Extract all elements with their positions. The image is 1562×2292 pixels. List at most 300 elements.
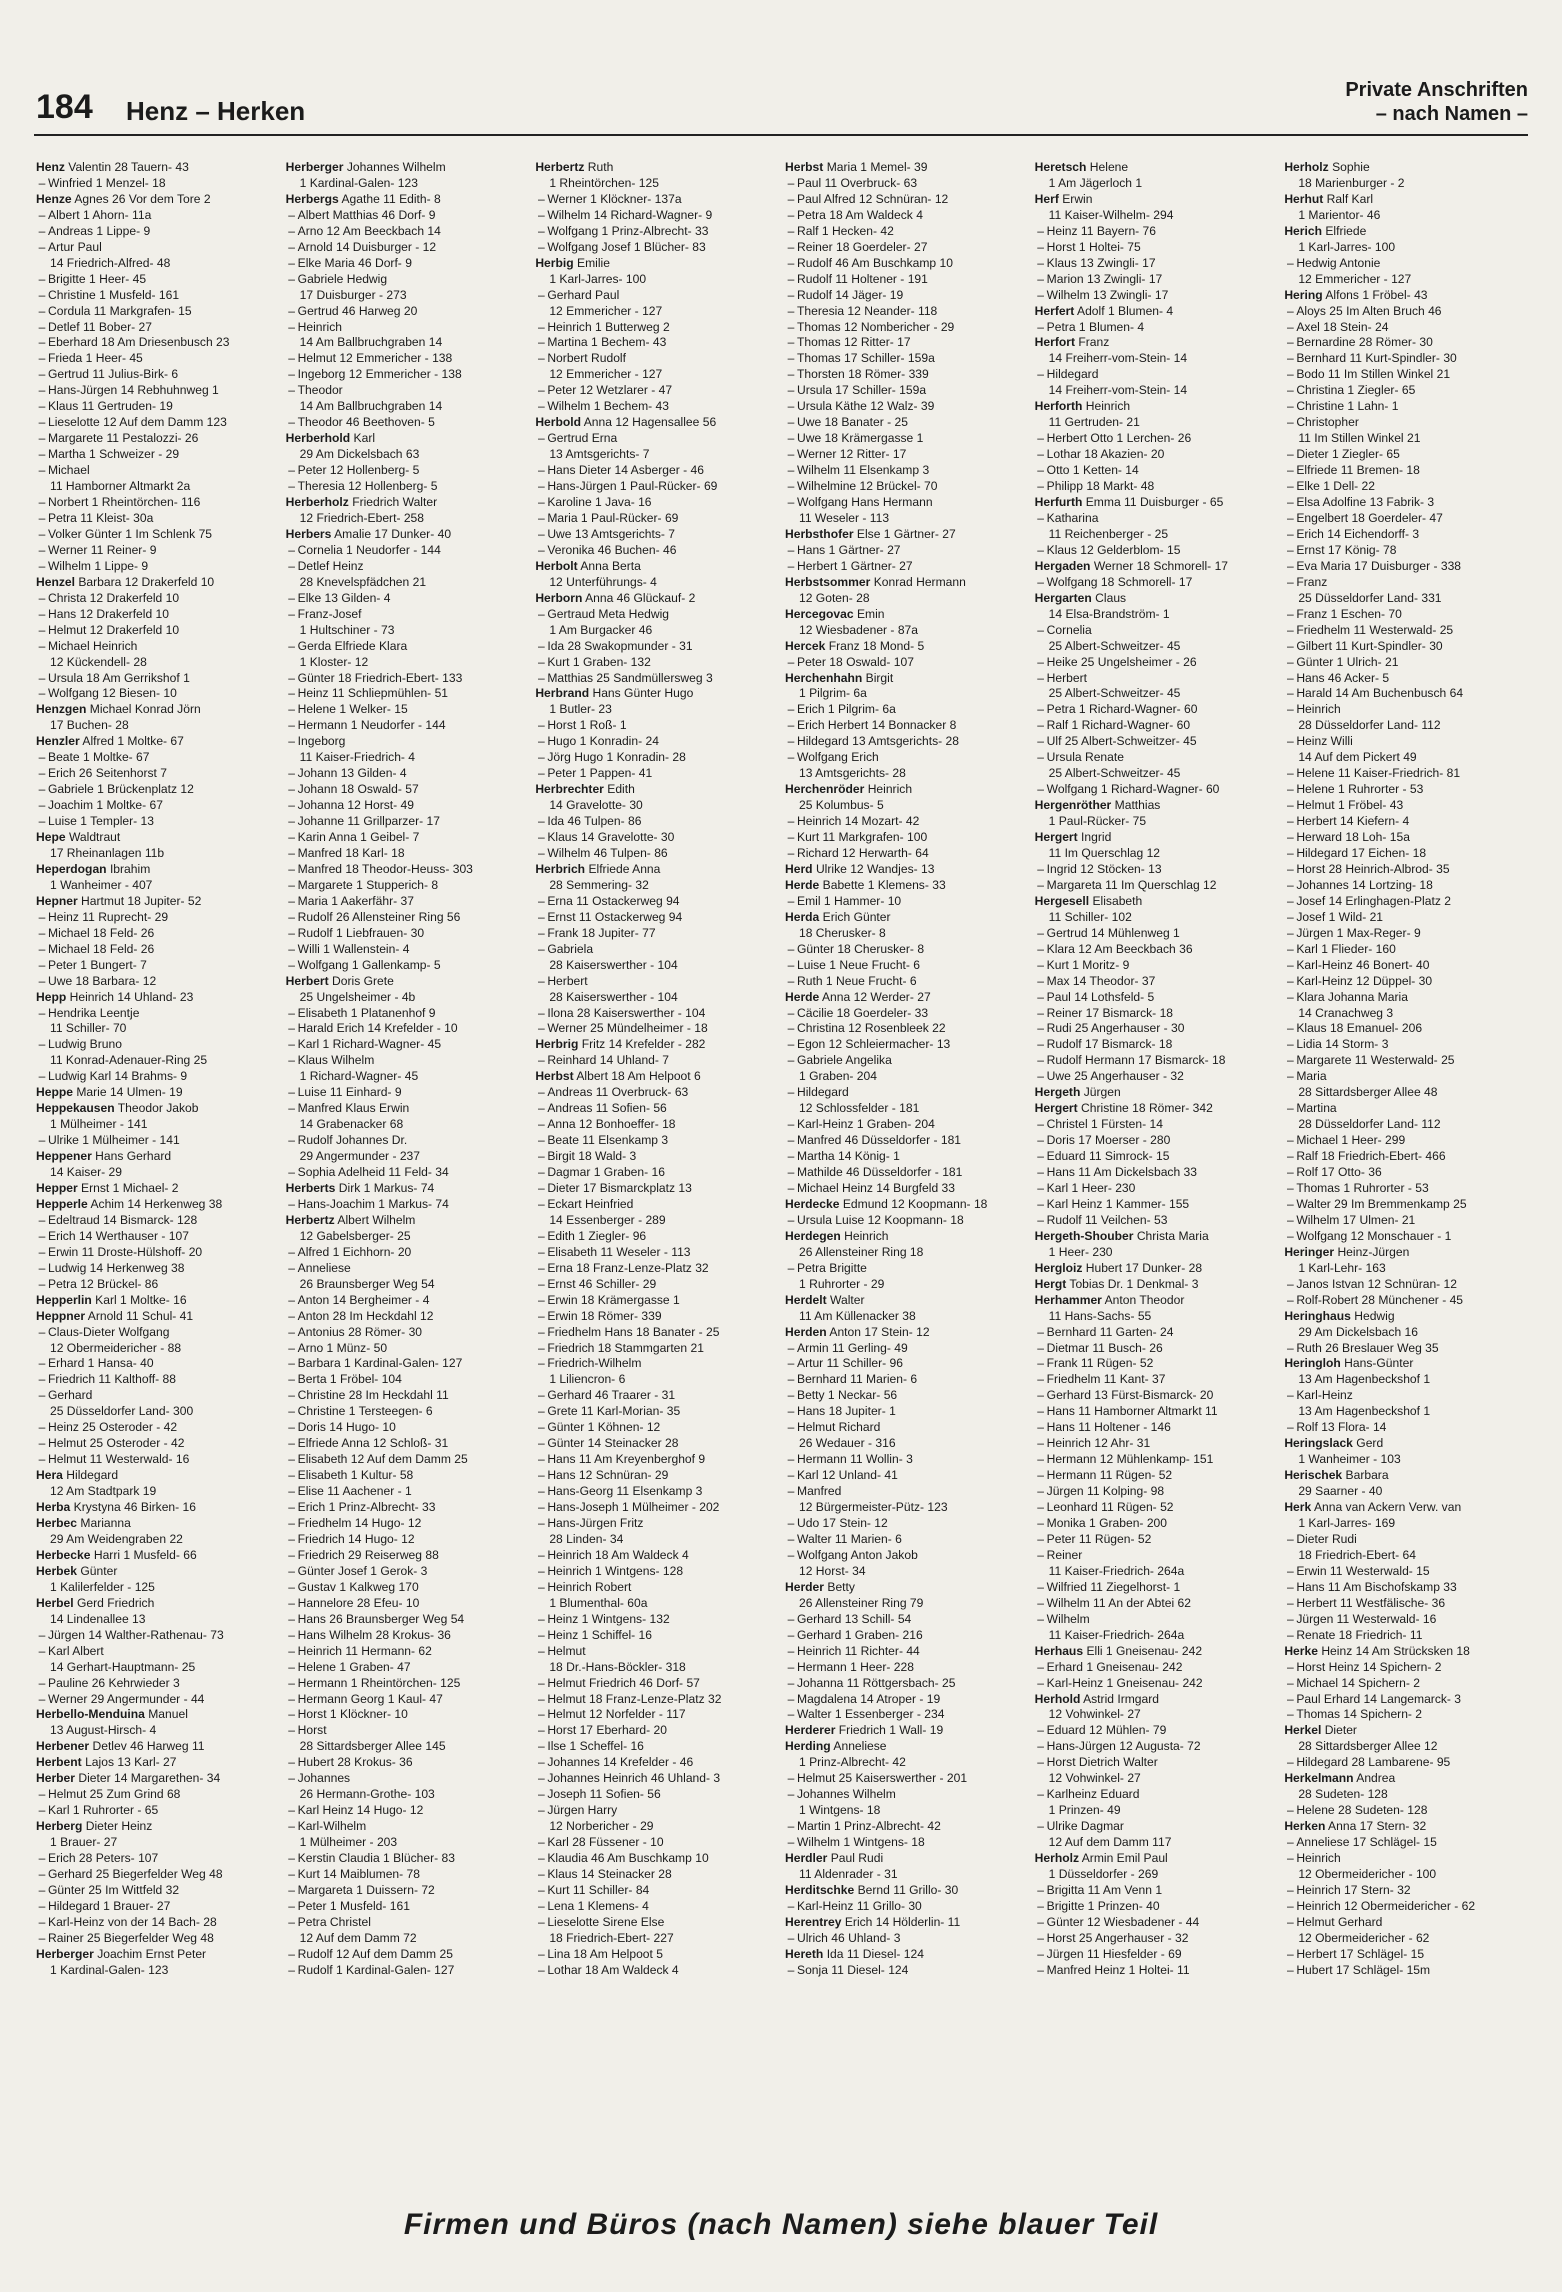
directory-entry xyxy=(286,447,532,463)
entry-text: Ulrich 46 Uhland- 3 xyxy=(797,1930,901,1945)
repeat-dash: – xyxy=(787,175,795,190)
entry-text: Theresia 12 Hollenberg- 5 xyxy=(297,479,438,494)
repeat-dash: – xyxy=(537,670,545,685)
directory-entry xyxy=(286,1947,532,1963)
repeat-dash: – xyxy=(1037,1388,1045,1403)
entry-text: Ralf Karl xyxy=(1326,191,1374,206)
directory-entry xyxy=(36,1915,282,1931)
repeat-dash: – xyxy=(288,463,296,478)
repeat-dash: – xyxy=(288,1627,296,1642)
entry-text: Theodor xyxy=(297,383,343,398)
repeat-dash: – xyxy=(1286,670,1294,685)
entry-text: 12 Emmericher - 127 xyxy=(1298,271,1412,286)
entry-text: Karl Heinz 14 Hugo- 12 xyxy=(297,1803,424,1818)
repeat-dash: – xyxy=(787,1835,795,1850)
directory-entry xyxy=(1035,1692,1281,1708)
directory-entry xyxy=(36,862,282,878)
entry-text: 11 Im Querschlag 12 xyxy=(1048,845,1161,860)
repeat-dash: – xyxy=(1286,909,1294,924)
entry-text: Walter 1 Essenberger - 234 xyxy=(797,1707,945,1722)
directory-entry xyxy=(785,383,1031,399)
directory-entry xyxy=(36,1692,282,1708)
directory-entry xyxy=(286,1548,532,1564)
repeat-dash: – xyxy=(787,1212,795,1227)
directory-entry xyxy=(1035,782,1281,798)
repeat-dash: – xyxy=(537,1340,545,1355)
directory-entry xyxy=(535,527,781,543)
surname: Herholz xyxy=(1034,1851,1080,1866)
repeat-dash: – xyxy=(537,766,545,781)
repeat-dash: – xyxy=(1286,1212,1294,1227)
entry-text: Friedrich Walter xyxy=(352,495,438,510)
entry-text: Ida 46 Tulpen- 86 xyxy=(547,814,642,829)
directory-entry xyxy=(286,1867,532,1883)
repeat-dash: – xyxy=(288,1595,296,1610)
entry-text: Wilhelm 11 Elsenkamp 3 xyxy=(797,463,930,478)
surname: Hergert xyxy=(1034,830,1078,845)
directory-entry xyxy=(36,686,282,702)
entry-text: Johannes Heinrich 46 Uhland- 3 xyxy=(547,1771,721,1786)
entry-text: Arnold 11 Schul- 41 xyxy=(87,1308,194,1323)
directory-entry xyxy=(286,1755,532,1771)
entry-text: Marianna xyxy=(80,1516,131,1531)
repeat-dash: – xyxy=(288,1882,296,1897)
directory-entry xyxy=(36,607,282,623)
repeat-dash: – xyxy=(787,1053,795,1068)
directory-entry xyxy=(1035,990,1281,1006)
entry-text: 25 Albert-Schweitzer- 45 xyxy=(1048,766,1181,781)
directory-entry xyxy=(1035,415,1281,431)
directory-entry xyxy=(535,1835,781,1851)
repeat-dash: – xyxy=(787,1787,795,1802)
entry-text: Heinrich 14 Uhland- 23 xyxy=(69,989,194,1004)
directory-entry xyxy=(1284,415,1530,431)
repeat-dash: – xyxy=(537,750,545,765)
directory-entry xyxy=(535,639,781,655)
directory-entry xyxy=(1035,1277,1281,1293)
directory-entry xyxy=(286,511,532,527)
entry-text: Günter 25 Im Wittfeld 32 xyxy=(48,1882,180,1897)
repeat-dash: – xyxy=(1037,1484,1045,1499)
entry-text: Erich 14 Hölderlin- 11 xyxy=(844,1914,961,1929)
repeat-dash: – xyxy=(1286,798,1294,813)
repeat-dash: – xyxy=(38,303,46,318)
directory-entry xyxy=(785,1149,1031,1165)
repeat-dash: – xyxy=(1037,1962,1045,1977)
entry-text: Margareta 11 Im Querschlag 12 xyxy=(1046,877,1217,892)
entry-text: Theodor 46 Beethoven- 5 xyxy=(297,415,435,430)
entry-text: 14 Cranachweg 3 xyxy=(1298,1005,1394,1020)
directory-entry xyxy=(1035,846,1281,862)
entry-text: Anton 17 Stein- 12 xyxy=(829,1324,930,1339)
repeat-dash: – xyxy=(38,686,46,701)
surname: Hereth xyxy=(785,1946,824,1961)
directory-entry xyxy=(535,575,781,591)
entry-text: Friedhelm Hans 18 Banater - 25 xyxy=(547,1324,720,1339)
directory-entry xyxy=(785,1819,1031,1835)
repeat-dash: – xyxy=(38,1228,46,1243)
entry-text: 18 Friedrich-Ebert- 64 xyxy=(1298,1547,1416,1562)
directory-entry xyxy=(286,1771,532,1787)
entry-text: Beate 1 Moltke- 67 xyxy=(48,750,150,765)
directory-entry xyxy=(785,1707,1031,1723)
entry-text: Helene 28 Sudeten- 128 xyxy=(1296,1803,1428,1818)
repeat-dash: – xyxy=(1286,1420,1294,1435)
entry-text: 11 Schiller- 70 xyxy=(50,1021,127,1036)
directory-entry xyxy=(1284,1101,1530,1117)
directory-entry xyxy=(286,160,532,176)
directory-entry xyxy=(36,1245,282,1261)
repeat-dash: – xyxy=(288,1819,296,1834)
repeat-dash: – xyxy=(38,925,46,940)
repeat-dash: – xyxy=(787,1659,795,1674)
directory-entry xyxy=(785,575,1031,591)
repeat-dash: – xyxy=(537,1835,545,1850)
repeat-dash: – xyxy=(787,718,795,733)
directory-entry xyxy=(1035,1803,1281,1819)
entry-text: 1 Kloster- 12 xyxy=(299,654,369,669)
repeat-dash: – xyxy=(787,814,795,829)
entry-text: Theresia 12 Neander- 118 xyxy=(797,303,938,318)
directory-entry xyxy=(1284,1947,1530,1963)
entry-text: Hildegard 28 Lambarene- 95 xyxy=(1296,1755,1451,1770)
directory-entry xyxy=(36,160,282,176)
entry-text: Beate 11 Elsenkamp 3 xyxy=(547,1133,669,1148)
directory-entry xyxy=(1035,1213,1281,1229)
entry-text: Doris 17 Moerser - 280 xyxy=(1046,1133,1171,1148)
directory-entry xyxy=(535,1133,781,1149)
entry-text: Helmut 12 Drakerfeld 10 xyxy=(48,622,180,637)
column-6 xyxy=(1284,160,1530,2170)
entry-text: 11 Aldenrader - 31 xyxy=(799,1866,898,1881)
repeat-dash: – xyxy=(787,207,795,222)
directory-entry xyxy=(36,1325,282,1341)
entry-text: Franz xyxy=(1296,574,1328,589)
surname: Hergesell xyxy=(1034,893,1090,908)
repeat-dash: – xyxy=(537,1388,545,1403)
directory-entry xyxy=(785,671,1031,687)
directory-entry xyxy=(535,814,781,830)
entry-text: Dieter Heinz xyxy=(85,1819,153,1834)
entry-text: Gerhard 46 Traarer - 31 xyxy=(547,1388,676,1403)
entry-text: Heinz 11 Ruprecht- 29 xyxy=(48,909,169,924)
entry-text: Ruth 26 Breslauer Weg 35 xyxy=(1296,1340,1439,1355)
entry-text: 14 Freiherr-vom-Stein- 14 xyxy=(1048,383,1188,398)
entry-text: Michael Heinz 14 Burgfeld 33 xyxy=(797,1181,955,1195)
repeat-dash: – xyxy=(1037,1595,1045,1610)
repeat-dash: – xyxy=(537,1962,545,1977)
entry-text: Petra 1 Richard-Wagner- 60 xyxy=(1046,702,1198,717)
repeat-dash: – xyxy=(1286,1627,1294,1642)
directory-entry xyxy=(1284,1133,1530,1149)
entry-text: Christel 1 Fürsten- 14 xyxy=(1046,1117,1163,1132)
directory-entry xyxy=(1284,1261,1530,1277)
entry-text: 12 Horst- 34 xyxy=(799,1563,866,1578)
entry-text: Betty 1 Neckar- 56 xyxy=(797,1388,898,1403)
entry-text: Helene 1 Ruhrorter - 53 xyxy=(1296,782,1424,797)
directory-entry xyxy=(535,894,781,910)
directory-entry xyxy=(1284,1229,1530,1245)
entry-text: Arno 12 Am Beeckbach 14 xyxy=(297,223,441,238)
directory-entry xyxy=(785,1915,1031,1931)
directory-entry xyxy=(286,575,532,591)
entry-text: Rudolf 17 Bismarck- 18 xyxy=(1046,1037,1173,1052)
entry-text: 1 Ruhrorter - 29 xyxy=(799,1276,885,1291)
entry-text: Friedhelm 14 Hugo- 12 xyxy=(297,1516,422,1531)
repeat-dash: – xyxy=(1037,877,1045,892)
entry-text: Joachim Ernst Peter xyxy=(97,1946,207,1961)
entry-text: 29 Angermunder - 237 xyxy=(299,1149,421,1164)
directory-entry xyxy=(286,798,532,814)
entry-text: Gabriele Hedwig xyxy=(297,271,388,286)
repeat-dash: – xyxy=(537,1627,545,1642)
entry-text: 11 Reichenberger - 25 xyxy=(1048,526,1169,541)
repeat-dash: – xyxy=(288,223,296,238)
entry-text: Kurt 14 Maiblumen- 78 xyxy=(297,1866,420,1881)
entry-text: Erna 18 Franz-Lenze-Platz 32 xyxy=(547,1260,709,1275)
entry-text: Manfred 46 Düsseldorfer - 181 xyxy=(797,1133,962,1148)
entry-text: Edith xyxy=(607,782,635,797)
repeat-dash: – xyxy=(288,1308,296,1323)
repeat-dash: – xyxy=(288,798,296,813)
entry-text: Engelbert 18 Goerdeler- 47 xyxy=(1296,510,1443,525)
directory-entry xyxy=(36,1516,282,1532)
repeat-dash: – xyxy=(537,893,545,908)
directory-entry xyxy=(1284,559,1530,575)
surname: Herich xyxy=(1284,223,1322,238)
directory-entry xyxy=(1284,1931,1530,1947)
entry-text: 25 Albert-Schweitzer- 45 xyxy=(1048,638,1181,653)
entry-text: Walter 11 Marien- 6 xyxy=(797,1531,902,1546)
entry-text: Petra 11 Kleist- 30a xyxy=(48,510,154,525)
entry-text: Lina 18 Am Helpoot 5 xyxy=(547,1946,663,1961)
repeat-dash: – xyxy=(537,1181,545,1195)
entry-text: Elisabeth 12 Auf dem Damm 25 xyxy=(297,1452,468,1467)
directory-entry xyxy=(36,1213,282,1229)
directory-entry xyxy=(36,1309,282,1325)
directory-entry xyxy=(535,240,781,256)
repeat-dash: – xyxy=(1037,463,1045,478)
repeat-dash: – xyxy=(1037,1547,1045,1562)
directory-entry xyxy=(1035,367,1281,383)
directory-entry xyxy=(785,1755,1031,1771)
entry-text: Rolf-Robert 28 Münchener - 45 xyxy=(1296,1292,1464,1307)
directory-entry xyxy=(1035,1612,1281,1628)
entry-text: Reiner xyxy=(1046,1547,1083,1562)
repeat-dash: – xyxy=(787,973,795,988)
entry-text: Bernhard 11 Garten- 24 xyxy=(1046,1324,1174,1339)
surname: Herchenröder xyxy=(785,782,865,797)
directory-entry xyxy=(36,846,282,862)
entry-text: Günter 18 Cherusker- 8 xyxy=(797,941,925,956)
entry-text: Manfred 18 Karl- 18 xyxy=(297,845,405,860)
repeat-dash: – xyxy=(1286,1340,1294,1355)
entry-text: Christine 1 Tersteegen- 6 xyxy=(297,1404,433,1419)
entry-text: Agathe 11 Edith- 8 xyxy=(341,191,441,206)
directory-entry xyxy=(1284,1660,1530,1676)
entry-text: Kurt 1 Moritz- 9 xyxy=(1046,957,1130,972)
repeat-dash: – xyxy=(1037,1898,1045,1913)
directory-entry xyxy=(286,543,532,559)
entry-text: Johannes Wilhelm xyxy=(346,160,446,174)
directory-entry xyxy=(1284,1755,1530,1771)
directory-entry xyxy=(535,1771,781,1787)
entry-text: Ulrike 12 Wandjes- 13 xyxy=(815,861,935,876)
repeat-dash: – xyxy=(787,319,795,334)
repeat-dash: – xyxy=(1037,1611,1045,1626)
directory-entry xyxy=(535,1644,781,1660)
directory-entry xyxy=(1035,1006,1281,1022)
directory-entry xyxy=(1035,1197,1281,1213)
repeat-dash: – xyxy=(537,1707,545,1722)
repeat-dash: – xyxy=(1037,1117,1045,1132)
entry-text: 1 Karl-Jarres- 100 xyxy=(549,271,647,286)
entry-text: Gabriele 1 Brückenplatz 12 xyxy=(48,782,194,797)
directory-entry xyxy=(535,1803,781,1819)
repeat-dash: – xyxy=(537,1787,545,1802)
surname: Herke xyxy=(1284,1643,1318,1658)
repeat-dash: – xyxy=(1286,814,1294,829)
directory-entry xyxy=(1284,1085,1530,1101)
directory-entry xyxy=(785,272,1031,288)
directory-entry xyxy=(535,1564,781,1580)
entry-text: Wolfgang 1 Prinz-Albrecht- 33 xyxy=(547,223,709,238)
directory-entry xyxy=(286,671,532,687)
entry-text: Erich Günter xyxy=(822,909,891,924)
repeat-dash: – xyxy=(288,1372,296,1387)
entry-text: 17 Buchen- 28 xyxy=(50,718,129,733)
entry-text: Karl 12 Unland- 41 xyxy=(797,1468,898,1483)
repeat-dash: – xyxy=(1037,622,1045,637)
directory-entry xyxy=(286,1404,532,1420)
entry-text: Michael 18 Feld- 26 xyxy=(48,925,155,940)
repeat-dash: – xyxy=(787,1181,795,1195)
directory-entry xyxy=(36,176,282,192)
directory-entry xyxy=(36,1165,282,1181)
entry-text: Anna 46 Glückauf- 2 xyxy=(585,590,696,605)
entry-text: Michael Heinrich xyxy=(48,638,138,653)
entry-text: 11 Im Stillen Winkel 21 xyxy=(1298,431,1421,446)
entry-text: Heinrich 1 Wintgens- 128 xyxy=(547,1563,684,1578)
repeat-dash: – xyxy=(537,1755,545,1770)
repeat-dash: – xyxy=(38,1356,46,1371)
repeat-dash: – xyxy=(1286,463,1294,478)
surname: Hercek xyxy=(785,638,826,653)
entry-text: Heinz 11 Bayern- 76 xyxy=(1046,223,1157,238)
entry-text: Heinz 1 Schiffel- 16 xyxy=(547,1627,652,1642)
repeat-dash: – xyxy=(38,1436,46,1451)
entry-text: Martin 1 Prinz-Albrecht- 42 xyxy=(797,1819,941,1834)
entry-text: Helmut 25 Zum Grind 68 xyxy=(48,1787,181,1802)
directory-entry xyxy=(286,1532,532,1548)
entry-text: Friedrich 29 Reiserweg 88 xyxy=(297,1547,439,1562)
entry-text: Hedwig Antonie xyxy=(1296,255,1381,270)
repeat-dash: – xyxy=(787,1388,795,1403)
entry-text: Klara Johanna Maria xyxy=(1296,989,1408,1004)
entry-text: Johann 18 Oswald- 57 xyxy=(297,782,419,797)
directory-entry xyxy=(1035,1165,1281,1181)
repeat-dash: – xyxy=(1037,1946,1045,1961)
entry-text: Horst 1 Klöckner- 10 xyxy=(297,1707,408,1722)
name-range: Henz – Herken xyxy=(126,96,306,126)
directory-entry xyxy=(1035,910,1281,926)
entry-text: Franz xyxy=(1078,335,1110,350)
directory-entry xyxy=(535,1213,781,1229)
entry-text: Horst 28 Heinrich-Albrod- 35 xyxy=(1296,861,1450,876)
repeat-dash: – xyxy=(38,351,46,366)
repeat-dash: – xyxy=(1286,1133,1294,1148)
surname: Hepner xyxy=(36,893,78,908)
directory-entry xyxy=(36,1436,282,1452)
repeat-dash: – xyxy=(38,510,46,525)
repeat-dash: – xyxy=(787,1372,795,1387)
directory-entry xyxy=(1035,655,1281,671)
entry-text: 1 Karl-Lehr- 163 xyxy=(1298,1260,1386,1275)
directory-entry xyxy=(1284,272,1530,288)
surname: Henz xyxy=(36,160,65,174)
directory-entry xyxy=(1035,686,1281,702)
entry-text: Rainer 25 Biegerfelder Weg 48 xyxy=(48,1930,214,1945)
directory-entry xyxy=(286,1596,532,1612)
entry-text: 1 Wintgens- 18 xyxy=(799,1803,881,1818)
directory-entry xyxy=(785,1739,1031,1755)
repeat-dash: – xyxy=(537,1547,545,1562)
entry-text: Horst Heinz 14 Spichern- 2 xyxy=(1296,1659,1442,1674)
entry-text: Friedhelm 11 Kant- 37 xyxy=(1046,1372,1166,1387)
repeat-dash: – xyxy=(38,447,46,462)
directory-entry xyxy=(785,1309,1031,1325)
directory-entry xyxy=(1284,671,1530,687)
directory-entry xyxy=(36,463,282,479)
entry-text: Jürgen xyxy=(1083,1085,1121,1100)
directory-entry xyxy=(535,1117,781,1133)
repeat-dash: – xyxy=(1037,1659,1045,1674)
repeat-dash: – xyxy=(1286,861,1294,876)
repeat-dash: – xyxy=(1037,925,1045,940)
repeat-dash: – xyxy=(288,1021,296,1036)
entry-text: Werner 12 Ritter- 17 xyxy=(797,447,907,462)
entry-text: Wilhelm 11 An der Abtei 62 xyxy=(1046,1595,1191,1610)
repeat-dash: – xyxy=(787,447,795,462)
entry-text: Mathilde 46 Düsseldorfer - 181 xyxy=(797,1165,963,1180)
entry-text: 25 Düsseldorfer Land- 331 xyxy=(1298,590,1442,605)
directory-entry xyxy=(535,208,781,224)
entry-text: 1 Karl-Jarres- 100 xyxy=(1298,239,1396,254)
repeat-dash: – xyxy=(38,558,46,573)
surname: Henzel xyxy=(36,574,75,589)
repeat-dash: – xyxy=(787,1771,795,1786)
surname: Herberger xyxy=(285,160,344,174)
directory-entry xyxy=(286,1644,532,1660)
directory-entry xyxy=(785,830,1031,846)
entry-text: Jürgen 11 Kolping- 98 xyxy=(1046,1484,1165,1499)
repeat-dash: – xyxy=(288,861,296,876)
directory-entry xyxy=(1284,1388,1530,1404)
repeat-dash: – xyxy=(1037,1675,1045,1690)
directory-entry xyxy=(1035,288,1281,304)
repeat-dash: – xyxy=(288,1324,296,1339)
repeat-dash: – xyxy=(1286,367,1294,382)
directory-entry xyxy=(286,942,532,958)
directory-entry xyxy=(1035,1787,1281,1803)
directory-entry xyxy=(286,320,532,336)
surname: Herbergs xyxy=(285,191,339,206)
surname: Herkelmann xyxy=(1284,1771,1354,1786)
page-number: 184 xyxy=(36,88,93,126)
directory-entry xyxy=(535,1388,781,1404)
directory-entry xyxy=(286,1356,532,1372)
entry-text: Bernhard 11 Kurt-Spindler- 30 xyxy=(1296,351,1457,366)
